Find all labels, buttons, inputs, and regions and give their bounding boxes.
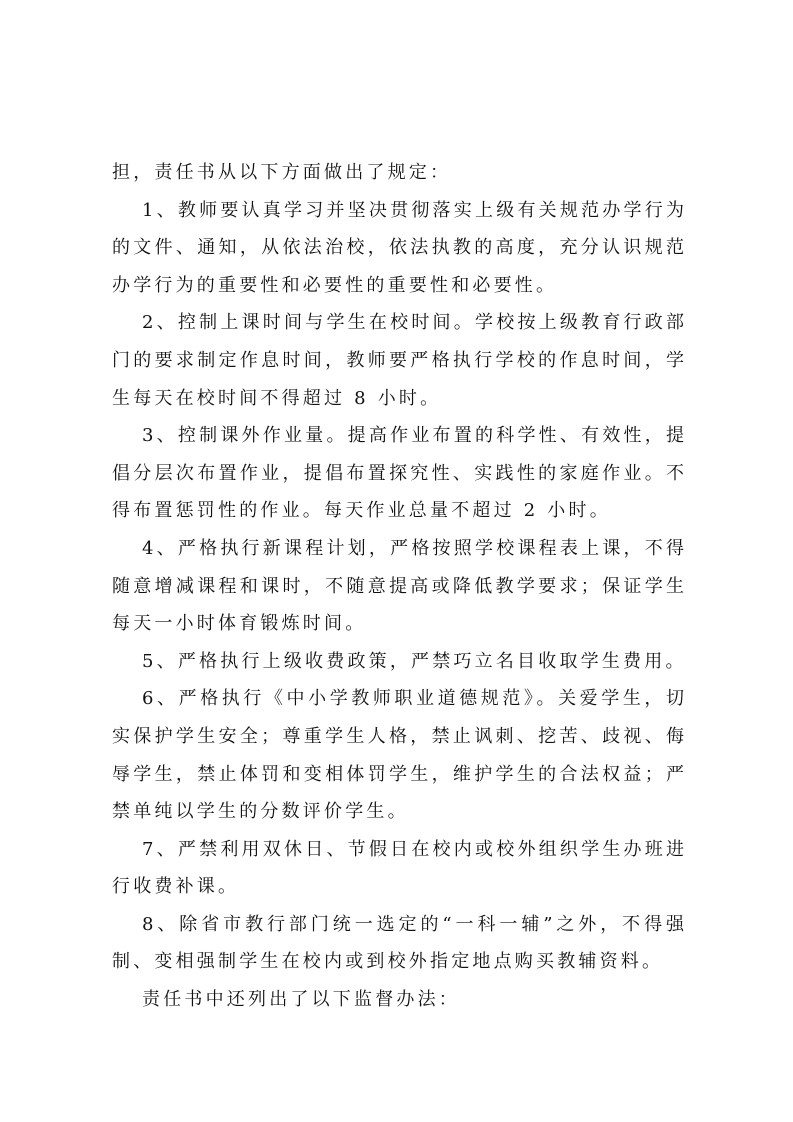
text-line: 3、控制课外作业量。提高作业布置的科学性、有效性，提 [142, 425, 684, 447]
text-line: 随意增减课程和课时，不随意提高或降低教学要求；保证学生 [112, 575, 684, 597]
paragraph [112, 906, 684, 981]
paragraph [112, 680, 684, 830]
paragraph [112, 530, 684, 643]
text-line: 门的要求制定作息时间，教师要严格执行学校的作息时间，学 [112, 349, 684, 371]
text-line: 4、严格执行新课程计划，严格按照学校课程表上课，不得 [142, 537, 684, 559]
paragraph [112, 643, 687, 681]
paragraph [112, 304, 684, 417]
text-line: 每天一小时体育锻炼时间。 [112, 613, 367, 635]
text-line: 行收费补课。 [112, 876, 240, 898]
text-line: 2、控制上课时间与学生在校时间。学校按上级教育行政部 [142, 312, 684, 334]
text-line: 6、严格执行《中小学教师职业道德规范》。关爱学生，切 [142, 688, 684, 710]
text-line: 禁单纯以学生的分数评价学生。 [112, 801, 409, 823]
text-line: 实保护学生安全；尊重学生人格，禁止讽刺、挖苦、歧视、侮 [112, 725, 684, 747]
paragraph [112, 831, 684, 906]
text-line: 7、严禁利用双休日、节假日在校内或校外组织学生办班进 [142, 838, 684, 860]
text-line: 的文件、通知，从依法治校，依法执教的高度，充分认识规范 [112, 237, 684, 259]
text-line: 得布置惩罚性的作业。每天作业总量不超过 2 小时。 [112, 500, 611, 522]
document-body [112, 154, 687, 1019]
paragraph [112, 981, 684, 1019]
text-line: 责任书中还列出了以下监督办法： [142, 989, 460, 1011]
text-line: 倡分层次布置作业，提倡布置探究性、实践性的家庭作业。不 [112, 462, 684, 484]
text-line: 制、变相强制学生在校内或到校外指定地点购买教辅资料。 [112, 951, 664, 973]
paragraph [112, 417, 684, 530]
text-line: 担，责任书从以下方面做出了规定： [112, 162, 452, 183]
paragraph [112, 154, 684, 192]
text-line: 1、教师要认真学习并坚决贯彻落实上级有关规范办学行为 [142, 199, 684, 221]
text-line: 办学行为的重要性和必要性的重要性和必要性。 [112, 274, 558, 296]
text-line: 生每天在校时间不得超过 8 小时。 [112, 387, 442, 409]
text-line: 辱学生，禁止体罚和变相体罚学生，维护学生的合法权益；严 [112, 763, 684, 785]
text-line: 8、除省市教行部门统一选定的“一科一辅”之外，不得强 [142, 913, 684, 935]
text-line: 5、严格执行上级收费政策，严禁巧立名目收取学生费用。 [142, 650, 687, 672]
paragraph [112, 192, 684, 305]
